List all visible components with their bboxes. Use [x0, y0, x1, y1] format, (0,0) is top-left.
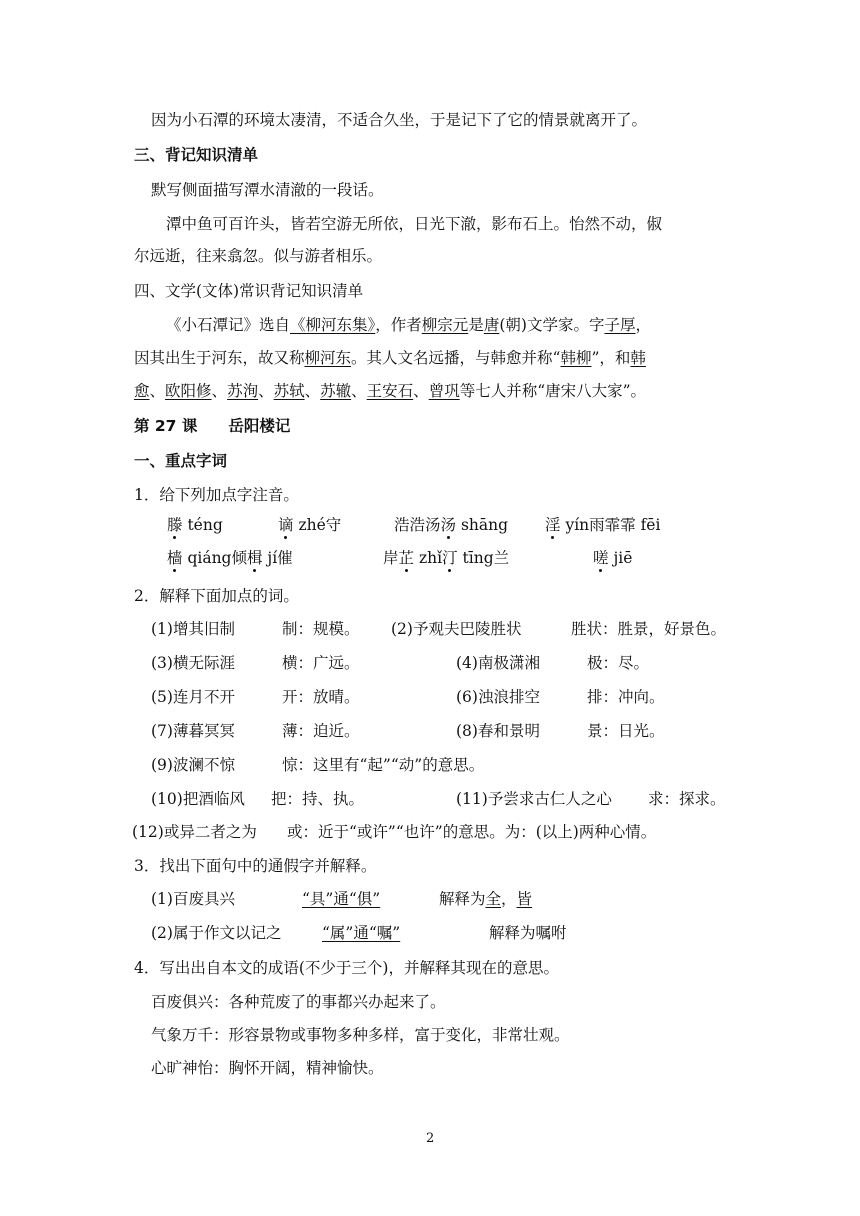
underlined-answer: 苏辙	[320, 382, 352, 400]
word-item: (10)把酒临风	[151, 790, 245, 808]
underlined-answer	[322, 923, 400, 943]
underlined-answer: 《柳河东集》	[290, 316, 376, 334]
text-span: 是	[468, 316, 484, 334]
dotted-character: 汀	[442, 549, 458, 567]
paragraph-line	[134, 381, 646, 401]
word-item: (2)属于作文以记之	[151, 924, 282, 942]
section-heading: 三、背记知识清单	[134, 146, 259, 164]
text-span: 《小石潭记》选自	[166, 316, 291, 334]
text-span: 、	[149, 382, 166, 400]
word-item: (8)春和景明	[456, 722, 540, 740]
underlined-answer: 全	[485, 890, 502, 908]
pinyin-text: zhé守	[293, 516, 342, 534]
dotted-character: 嗟	[593, 549, 609, 567]
underlined-answer: 子厚	[604, 316, 636, 334]
text-span: 、	[351, 382, 367, 400]
pinyin-item	[394, 515, 508, 535]
word-item: (11)予尝求古仁人之心	[456, 790, 612, 808]
word-explanation: 胜状：胜景，好景色。	[571, 620, 727, 638]
text-span: (朝)文学家。字	[499, 316, 605, 334]
text-span: 因其出生于河东，故又称	[134, 349, 305, 367]
word-explanation: 求：探求。	[648, 790, 726, 808]
pinyin-item	[278, 515, 341, 535]
word-explanation	[439, 889, 532, 909]
text-span: “具”通“俱”	[302, 890, 381, 908]
dotted-character: 楫	[246, 549, 263, 567]
word-item: (6)浊浪排空	[456, 688, 540, 706]
word-item: (1)百废具兴	[151, 890, 235, 908]
lesson-title: 第 27 课 岳阳楼记	[134, 417, 291, 435]
text-span: 、	[304, 382, 321, 400]
word-item: (9)波澜不惊	[151, 756, 235, 774]
pinyin-item	[545, 515, 660, 535]
underlined-answer: 柳河东	[304, 349, 352, 367]
word-explanation: 景：日光。	[587, 722, 665, 740]
paragraph-line	[166, 315, 651, 335]
underlined-answer: 皆	[516, 890, 533, 908]
paragraph-line: 潭中鱼可百许头，皆若空游无所依，日光下澈，影布石上。怡然不动，俶	[166, 215, 663, 233]
underlined-answer: 韩	[630, 349, 646, 367]
underlined-answer: 苏洵	[227, 382, 259, 400]
paragraph-line: 默写侧面描写潭水清澈的一段话。	[151, 181, 384, 199]
word-explanation: 薄：迫近。	[282, 722, 360, 740]
question-heading: 4．写出出自本文的成语(不少于三个)，并解释其现在的意思。	[134, 959, 559, 977]
word-item: (4)南极潇湘	[456, 654, 540, 672]
pinyin-text: zhǐ	[414, 549, 443, 567]
text-span: ，	[635, 316, 651, 334]
pinyin-text: shāng	[456, 516, 509, 534]
text-span: ，作者	[375, 316, 422, 334]
pinyin-item	[167, 515, 223, 535]
underlined-answer	[302, 889, 380, 909]
question-heading: 2．解释下面加点的词。	[134, 587, 299, 605]
text-span: 岸	[383, 549, 399, 567]
underlined-answer: 唐	[483, 316, 500, 334]
text-span: 、	[413, 382, 429, 400]
word-item: (12)或异二者之为	[132, 823, 257, 841]
text-span: 。其人文名远播，与韩愈并称“	[351, 349, 561, 367]
page-number: 2	[426, 1131, 435, 1146]
section-heading: 一、重点字词	[134, 452, 228, 470]
idiom-item: 心旷神怡：胸怀开阔，精神愉快。	[151, 1059, 384, 1077]
word-explanation: 或：近于“或许”“也许”的意思。为：(以上)两种心情。	[287, 823, 657, 841]
text-span: 等七人并称“唐宋八大家”。	[459, 382, 647, 400]
question-heading: 3．找出下面句中的通假字并解释。	[134, 857, 377, 875]
idiom-item: 气象万千：形容景物或事物多种多样，富于变化，非常壮观。	[151, 1026, 570, 1044]
pinyin-item	[167, 548, 293, 568]
dotted-character: 淫	[545, 516, 561, 534]
paragraph-line	[134, 348, 646, 368]
dotted-character: 滕	[167, 516, 183, 534]
paragraph-line: 尔远逝，往来翕忽。似与游者相乐。	[134, 247, 383, 265]
word-explanation: 制：规模。	[282, 620, 360, 638]
underlined-answer: 曾巩	[428, 382, 460, 400]
word-explanation: 横：广远。	[282, 654, 360, 672]
dotted-character: 汤	[440, 516, 457, 534]
text-span: 、	[258, 382, 274, 400]
word-item: (2)予观夫巴陵胜状	[391, 620, 522, 638]
idiom-item: 百废俱兴：各种荒废了的事都兴办起来了。	[151, 993, 446, 1011]
pinyin-text: yín雨霏霏 fēi	[560, 516, 661, 534]
text-span: ”，和	[591, 349, 631, 367]
word-item: (7)薄暮冥冥	[151, 722, 235, 740]
pinyin-text: jí催	[262, 549, 293, 567]
section-heading: 四、文学(文体)常识背记知识清单	[134, 282, 364, 300]
question-heading: 1．给下列加点字注音。	[134, 486, 299, 504]
word-explanation: 开：放晴。	[282, 688, 360, 706]
underlined-answer: 欧阳修	[165, 382, 212, 400]
text-span: ，	[501, 890, 517, 908]
word-explanation: 极：尽。	[587, 654, 650, 672]
word-item: (3)横无际涯	[151, 654, 235, 672]
word-explanation: 排：冲向。	[587, 688, 665, 706]
underlined-answer: 苏轼	[273, 382, 305, 400]
pinyin-text: jiē	[608, 549, 633, 567]
pinyin-text: téng	[182, 516, 223, 534]
word-explanation: 把：持、执。	[271, 790, 365, 808]
text-span: 浩浩汤	[394, 516, 441, 534]
underlined-answer: 王安石	[366, 382, 414, 400]
word-item: (1)增其旧制	[151, 620, 235, 638]
dotted-character: 樯	[167, 549, 183, 567]
word-explanation: 惊：这里有“起”“动”的意思。	[282, 756, 485, 774]
text-span: 解释为	[439, 890, 486, 908]
pinyin-item	[383, 548, 509, 568]
paragraph-line: 因为小石潭的环境太凄清，不适合久坐，于是记下了它的情景就离开了。	[151, 111, 648, 129]
underlined-answer: 韩柳	[560, 349, 592, 367]
text-span: 、	[211, 382, 228, 400]
text-span: “属”通“嘱”	[322, 924, 401, 942]
dotted-character: 谪	[278, 516, 294, 534]
pinyin-item	[593, 548, 632, 568]
word-explanation: 解释为嘱咐	[489, 924, 567, 942]
underlined-answer: 柳宗元	[421, 316, 469, 334]
underlined-answer: 愈	[134, 382, 150, 400]
pinyin-text: qiáng倾	[182, 549, 247, 567]
pinyin-text: tīng兰	[457, 549, 510, 567]
dotted-character: 芷	[398, 549, 415, 567]
word-item: (5)连月不开	[151, 688, 235, 706]
